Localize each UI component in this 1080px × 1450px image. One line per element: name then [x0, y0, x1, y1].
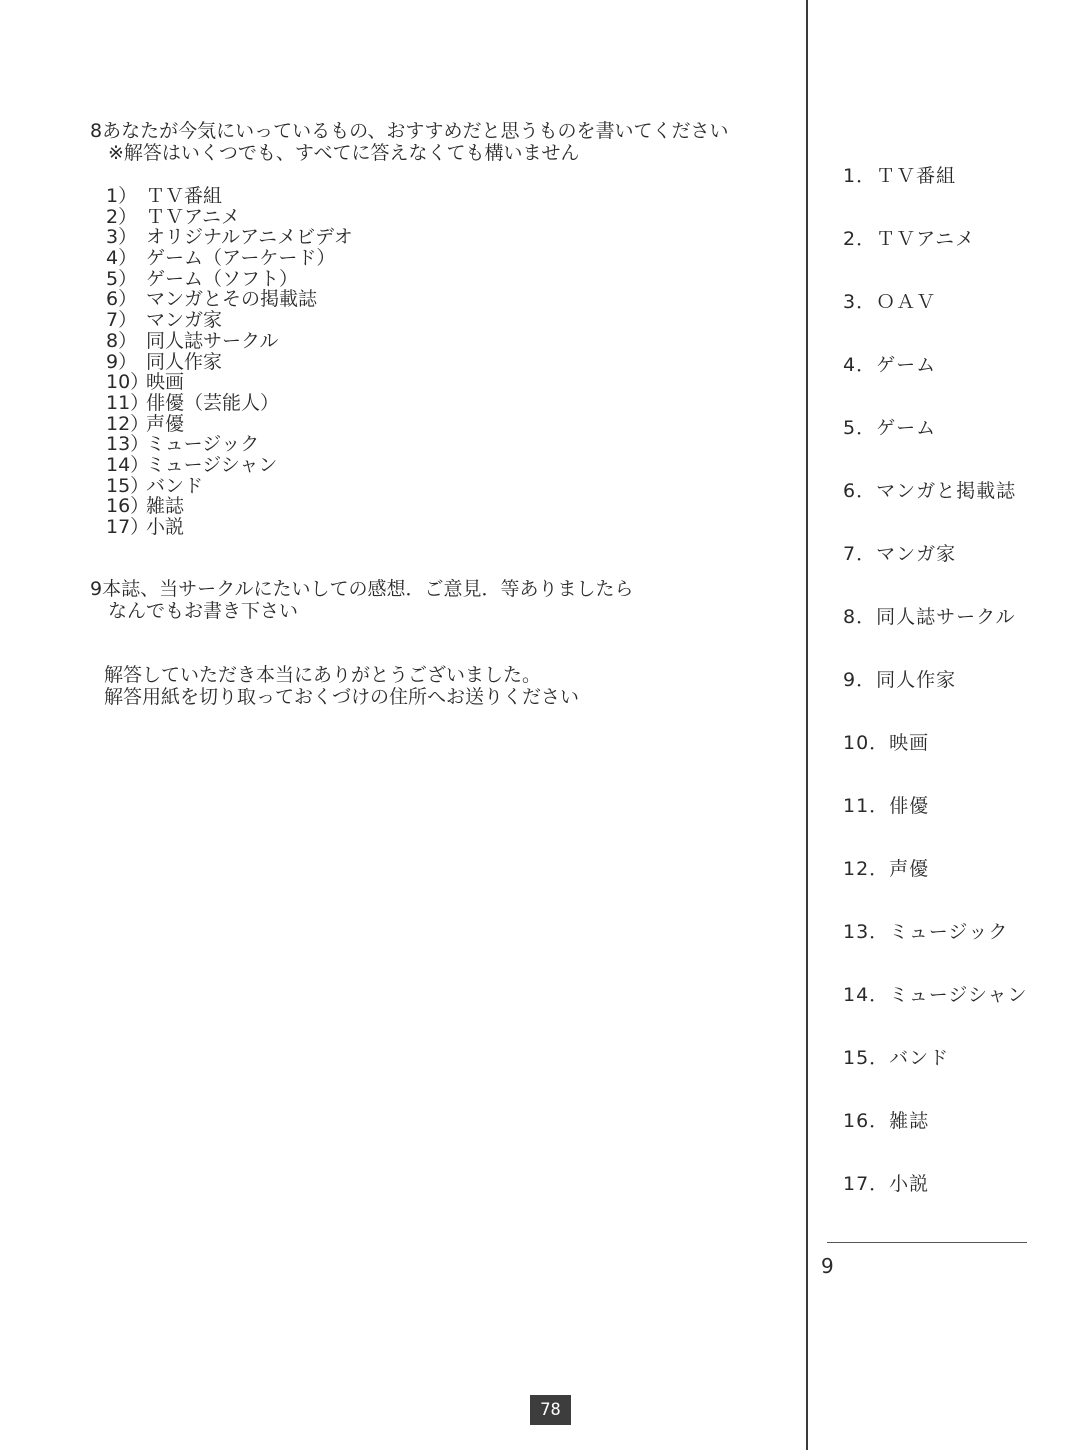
answer-field-label: 13．ミュージック: [843, 921, 1009, 943]
option-number: 6）: [106, 288, 138, 311]
answer-field-label: 1．ＴＶ番組: [843, 165, 957, 187]
answer-field-label: 5．ゲーム: [843, 417, 937, 439]
answer-field-label: 14．ミュージシャン: [843, 984, 1028, 1006]
answer-field-label: 17．小説: [843, 1173, 930, 1195]
option-label: 同人誌サークル: [146, 329, 279, 352]
question-8-title: 8あなたが今気にいっているもの、おすすめだと思うものを書いてください: [90, 120, 729, 142]
question-9-line-2: なんでもお書き下さい: [108, 599, 299, 622]
option-number: 2）: [106, 205, 138, 228]
option-item: [106, 517, 790, 538]
option-item: [106, 352, 790, 373]
answer-field-label: 11．俳優: [843, 795, 930, 817]
answer-field-label: 15．バンド: [843, 1047, 950, 1069]
page-number: 78: [530, 1395, 571, 1425]
option-label: マンガとその掲載誌: [146, 288, 318, 311]
option-item: [106, 476, 790, 497]
option-number: 7）: [106, 309, 138, 332]
answer-q9-label: 9: [821, 1254, 834, 1278]
option-label: マンガ家: [146, 309, 223, 332]
thanks-line-2: 解答用紙を切り取っておくづけの住所へお送りください: [104, 685, 580, 708]
option-item: [106, 455, 790, 476]
option-item: [106, 186, 790, 207]
answer-sheet-column: [843, 162, 1063, 1233]
answer-field-label: 6．マンガと掲載誌: [843, 480, 1017, 502]
option-number: 10）: [106, 371, 150, 394]
option-label: 雑誌: [146, 495, 185, 518]
option-item: [106, 310, 790, 331]
answer-field-label: 8．同人誌サークル: [843, 606, 1016, 628]
option-item: [106, 289, 790, 310]
option-number: 12）: [106, 412, 150, 435]
option-number: 15）: [106, 474, 150, 497]
option-item: [106, 269, 790, 290]
option-number: 9）: [106, 350, 138, 373]
option-number: 16）: [106, 495, 150, 518]
option-number: 8）: [106, 329, 138, 352]
option-label: オリジナルアニメビデオ: [146, 226, 353, 249]
option-number: 11）: [106, 391, 150, 414]
question-8-note: ※解答はいくつでも、すべてに答えなくても構いません: [108, 142, 580, 164]
answer-field-label: 9．同人作家: [843, 669, 957, 691]
question-9: [90, 578, 790, 622]
answer-field-label: 10．映画: [843, 732, 930, 754]
cut-line-divider: [806, 0, 808, 1450]
questions-section: [90, 120, 790, 708]
option-number: 17）: [106, 516, 150, 538]
option-number: 13）: [106, 433, 150, 456]
option-item: [106, 248, 790, 269]
option-label: ＴＶ番組: [146, 185, 223, 207]
option-number: 5）: [106, 267, 138, 290]
option-label: ミュージシャン: [146, 453, 278, 476]
thanks-line-1: 解答していただき本当にありがとうございました。: [104, 663, 542, 686]
option-label: ミュージック: [146, 433, 260, 456]
option-label: ゲーム（ソフト）: [146, 267, 299, 290]
answer-field-label: 7．マンガ家: [843, 543, 957, 565]
option-number: 4）: [106, 247, 138, 270]
answer-field-label: 16．雑誌: [843, 1110, 930, 1132]
option-label: 俳優（芸能人）: [146, 391, 280, 414]
option-label: ＴＶアニメ: [146, 205, 241, 228]
option-item: [106, 393, 790, 414]
answer-field-label: 12．声優: [843, 858, 930, 880]
thanks-message: [90, 664, 790, 708]
question-9-line-1: 9本誌、当サークルにたいしての感想．ご意見．等ありましたら: [90, 577, 634, 600]
option-label: 小説: [146, 516, 185, 538]
option-item: [106, 434, 790, 455]
option-number: 14）: [106, 453, 150, 476]
answer-separator-line: [827, 1242, 1027, 1243]
answer-field-label: 2．ＴＶアニメ: [843, 228, 976, 250]
option-number: 1）: [106, 185, 138, 207]
option-label: 映画: [146, 371, 185, 394]
answer-field-label: 4．ゲーム: [843, 354, 937, 376]
option-number: 3）: [106, 226, 138, 249]
option-label: バンド: [146, 474, 204, 497]
option-label: 声優: [146, 412, 185, 435]
option-item: [106, 331, 790, 352]
option-item: [106, 372, 790, 393]
option-label: ゲーム（アーケード）: [146, 247, 336, 270]
option-item: [106, 227, 790, 248]
option-item: [106, 414, 790, 435]
option-item: [106, 207, 790, 228]
question-8-options: [106, 186, 790, 538]
option-item: [106, 496, 790, 517]
answer-field-label: 3．ＯＡＶ: [843, 291, 937, 313]
option-label: 同人作家: [146, 350, 223, 373]
